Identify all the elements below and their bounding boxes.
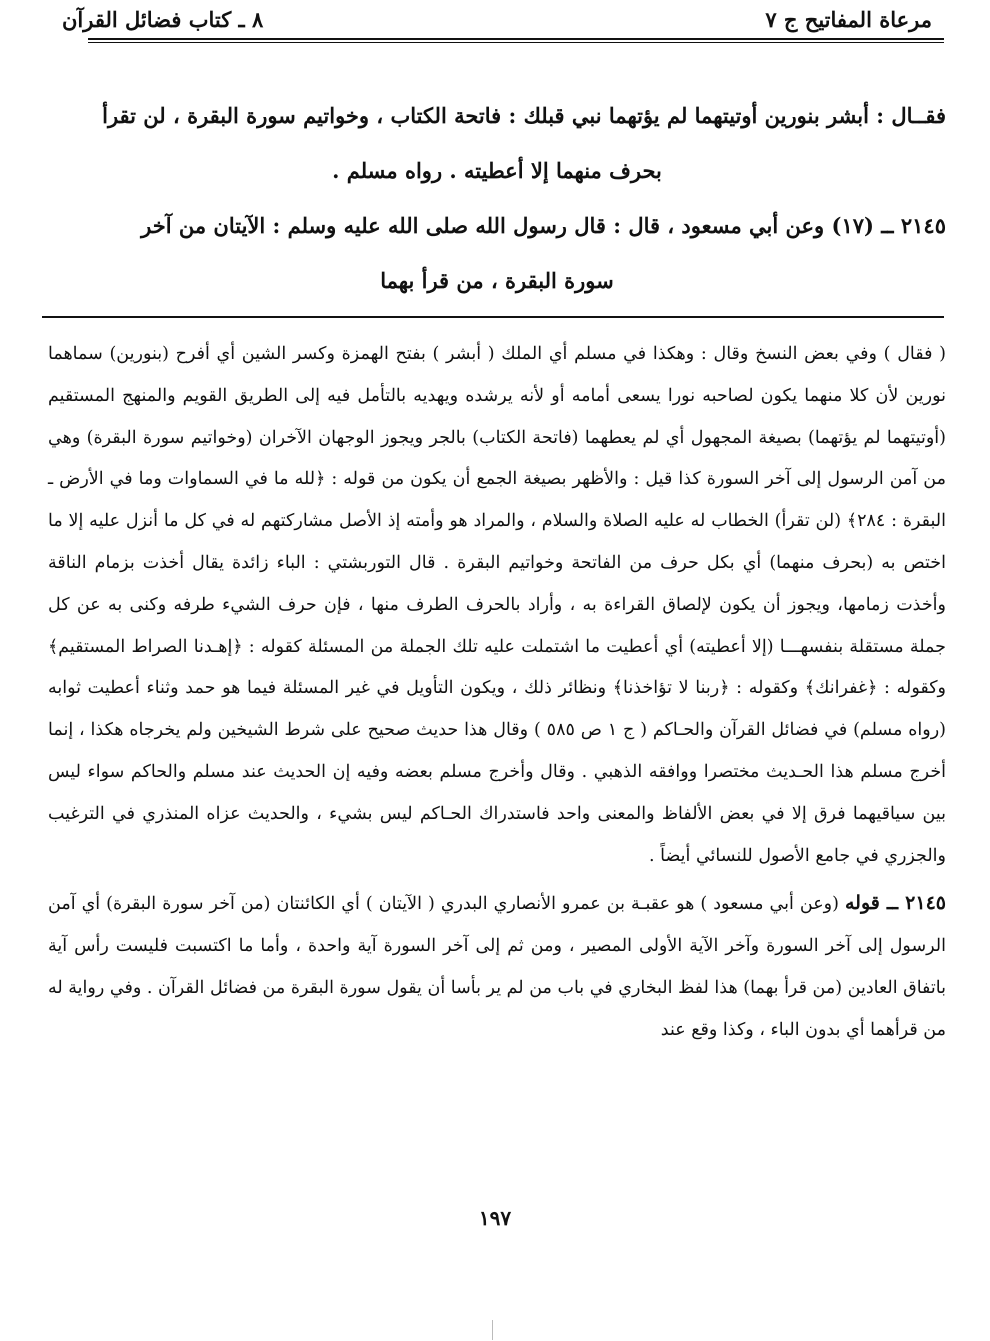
hadith-line: سورة البقرة ، من قرأ بهما	[380, 268, 614, 293]
paragraph-lead: ٢١٤٥ ــ قوله	[844, 892, 946, 915]
header-book-title: مرعاة المفاتيح ج ٧	[765, 6, 932, 32]
commentary-text	[48, 334, 946, 1052]
page-number: ١٩٧	[478, 1206, 512, 1230]
commentary-paragraph: ( فقال ) وفي بعض النسخ وقال : وهكذا في مسلم أي الملك ( أبشر ) بفتح الهمزة وكسر الشين أي أفرح (بنورين) سماهما نورين لأن كلا منهما يكون لصاحبه نورا يسعى أمامه أو لأنه يرشده ويهديه بالتأمل فيه إلى الطريق القويم والمنهج المستقيم (أوتيتهما لم يؤتهما) بصيغة المجهول أي لم يعطهما (فاتحة الكتاب) بالجر ويجوز الوجهان الآخران (وخواتيم سورة البقرة) وهي من آمن الرسول إلى آخر السورة كذا قيل : والأظهر بصيغة الجمع أن يكون من قوله : ﴿لله ما في السماوات وما في الأرض ـ البقرة : ٢٨٤﴾ (لن تقرأ) الخطاب له عليه الصلاة والسلام ، والمراد هو وأمته إذ الأصل مشاركتهم له في كل ما أنزل عليه إلا ما اختص به (بحرف منهما) أي بكل حرف من الفاتحة وخواتيم البقرة . قال التوربشتي : الباء زائدة يقال أخذت بزمام الناقة وأخذت زمامها، ويجوز أن يكون لإلصاق القراءة به ، وأراد بالحرف الطرف منها ، فإن حرف الشيء طرفه وكنى به عن كل جملة مستقلة بنفسهـــا (إلا أعطيته) أي أعطيت ما اشتملت عليه تلك الجملة من المسئلة كقوله : ﴿إهـدنا الصراط المستقيم﴾ وكقوله : ﴿غفرانك﴾ وكقوله : ﴿ربنا لا تؤاخذنا﴾ ونظائر ذلك ، ويكون التأويل في غير المسئلة فيما هو حمد وثناء أعطيت ثوابه (رواه مسلم) في فضائل القرآن والحـاكم ( ج ١ ص ٥٨٥ ) وقال هذا حديث صحيح على شرط الشيخين ولم يخرجاه هكذا ، إنما أخرج مسلم هذا الحـديث مختصرا ووافقه الذهبي . وقال وأخرج مسلم بعضه وفيه إن الحديث عند مسلم والحاكم سواء ليس بين سياقيهما فرق إلا في بعض الألفاظ والمعنى واحد فاستدراك الحـاكم ليس بشيء ، والحديث عزاه المنذري في الترغيب والجزري في جامع الأصول للنسائي أيضاً .	[48, 344, 946, 866]
hadith-line: بحرف منهما إلا أعطيته . رواه مسلم .	[332, 158, 662, 183]
hadith-text	[48, 88, 946, 308]
running-header	[62, 4, 932, 34]
hadith-line: فقــال : أبشر بنورين أوتيتهما لم يؤتهما نبي قبلك : فاتحة الكتاب ، وخواتيم سورة البقرة ، لن تقرأ	[102, 103, 946, 128]
commentary-paragraph	[48, 883, 946, 1051]
scan-mark	[492, 1320, 493, 1340]
section-divider	[42, 316, 944, 318]
hadith-line: ٢١٤٥ ــ (١٧) وعن أبي مسعود ، قال : قال رسول الله صلى الله عليه وسلم : الآيتان من آخر	[141, 213, 946, 238]
paragraph-body: (وعن أبي مسعود ) هو عقبـة بن عمرو الأنصاري البدري ( الآيتان ) أي الكائنتان (من آخر سورة البقرة) أي آمن الرسول إلى آخر السورة وآخر الآية الأولى المصير ، ومن ثم إلى آخر السورة آية واحدة ، وأما ما اكتسبت فليست رأس آية باتفاق العادين (من قرأ بهما) هذا لفظ البخاري في باب من لم ير بأسا أن يقول سورة البقرة من فضائل القرآن . وفي رواية له من قرأهما أي بدون الباء ، وكذا وقع عند	[48, 894, 946, 1040]
header-chapter-title: ٨ ـ كتاب فضائل القرآن	[62, 6, 264, 32]
header-rule	[88, 38, 944, 40]
header-rule-thin	[88, 42, 944, 43]
